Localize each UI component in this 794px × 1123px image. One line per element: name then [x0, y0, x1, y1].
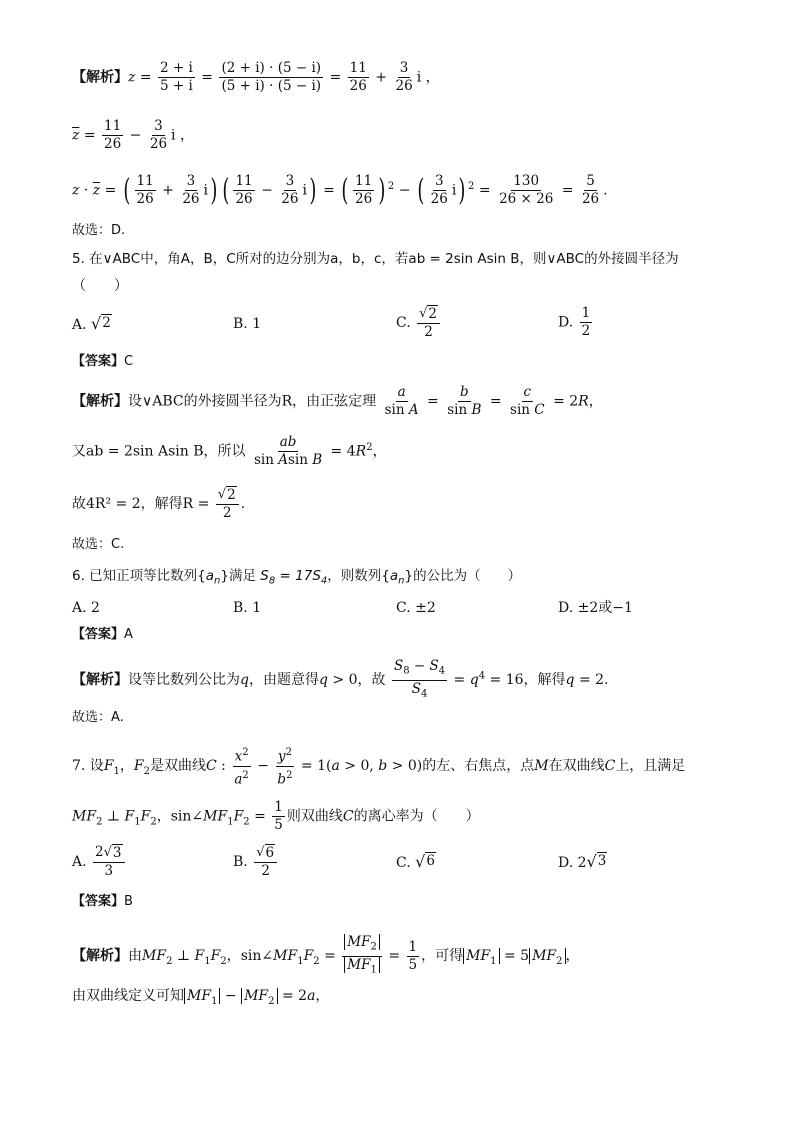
q5-stem: 5. 在∨ABC中，角A，B，C所对的边分别为a，b，c，若ab = 2sin Asin B，则∨ABC的外接圆半径为: [72, 251, 679, 267]
jiexi-q4-line3: $z \cdot \overline{z}$ = ( $\frac{11}{26}$ + $\frac{3}{26}$ i) ( $\frac{11}{26}$ − $\frac{3}{26}$ i) = ( $\frac{11}{26}$ ) $^2$ − ( $\frac{3}{26}$ i) $^2$ = $\frac{130}{26 \times 26}$ = $\frac{5}{26}$ .: [72, 172, 608, 208]
q6-option-a: A. 2: [72, 600, 100, 616]
q7-answer: 【答案】B: [72, 894, 133, 909]
q6-answer: 【答案】A: [72, 627, 133, 642]
q6-option-b: B. 1: [233, 600, 262, 616]
q7-jiexi-line2: 由双曲线定义可知 $MF_1 - MF_2 = 2a$，: [72, 988, 330, 1007]
q5-answer: 【答案】C: [72, 354, 134, 369]
q5-jiexi-line3: 故4R² = 2，解得R = √ 2 2 .: [72, 487, 246, 521]
q7-stem-line2: $MF_2$ ⊥ $F_1F_2$，$\sin\angle MF_1F_2$ = $\frac{1}{5}$ 则双曲线C的离心率为（ ）: [72, 799, 480, 833]
q7-option-b: B. √ 6 2: [233, 844, 279, 880]
q6-option-d: D. ±2或−1: [558, 600, 633, 616]
q5-option-b: B. 1: [233, 316, 262, 332]
q6-stem: 6. 已知正项等比数列$\{a_n\}$满足 $S_8 = 17S_4$，则数列$\{a_n\}$的公比为（ ）: [72, 568, 522, 587]
q7-jiexi-line1: 【解析】由$MF_2$ ⊥ $F_1F_2$，$\sin\angle MF_1F_2$ = $\frac{MF_2}{MF_1}$ = $\frac{1}{5}$ ，可得 $MF_1 = 5$ $MF_2$ ，: [72, 934, 580, 976]
guxuan-q4: 故选：D.: [72, 223, 126, 238]
q5-option-a: A. √ 2: [72, 314, 111, 333]
q6-option-c: C. ±2: [396, 600, 436, 616]
q5-paren: （ ）: [72, 278, 128, 294]
q7-option-c: C. √ 6: [396, 852, 435, 871]
q5-jiexi-line1: 【解析】设∨ABC的外接圆半径为R，由正弦定理 $\frac{a}{\text{sin A}}$ = $\frac{b}{\text{sin B}}$ = $\frac{c}{\text{sin C}}$ = 2R，: [72, 384, 603, 418]
q5-option-d: D. $\frac{1}{2}$: [558, 305, 591, 339]
q6-jiexi: 【解析】设等比数列公比为q，由题意得q > 0，故 $\frac{S_8 - S_4}{S_4}$ = $q^4 = 16$，解得q = 2.: [72, 658, 609, 700]
q7-option-d: D. 2 √ 3: [558, 852, 607, 871]
q5-option-c: C. √ 2 2: [396, 305, 442, 341]
guxuan-q6: 故选：A.: [72, 710, 124, 725]
jiexi-q4-line2: $\overline{z}$ = $\frac{11}{26}$ − $\frac{3}{26}$ i ，: [72, 118, 194, 152]
jiexi-q4-line1: 【解析】z = $\frac{2 + i}{5 + i}$ = $\frac{(2 + i) \cdot (5 - i)}{(5 + i) \cdot (5 - i)}$ = $\frac{11}{26}$ + $\frac{3}{26}$ i ，: [72, 60, 440, 94]
q7-stem-line1: 7. 设$F_1$，$F_2$是双曲线C : $\frac{x^2}{a^2}$ − $\frac{y^2}{b^2}$ = 1(a > 0, b > 0)的左、右焦点，点M在双曲线C上，且满足: [72, 744, 685, 788]
guxuan-q5: 故选：C.: [72, 537, 125, 552]
q5-jiexi-line2: 又ab = 2sin Asin B，所以 $\frac{ab}{\text{sin Asin B}}$ = $4R^2$，: [72, 434, 387, 468]
q7-option-a: A. 2 √ 3 3: [72, 844, 127, 880]
